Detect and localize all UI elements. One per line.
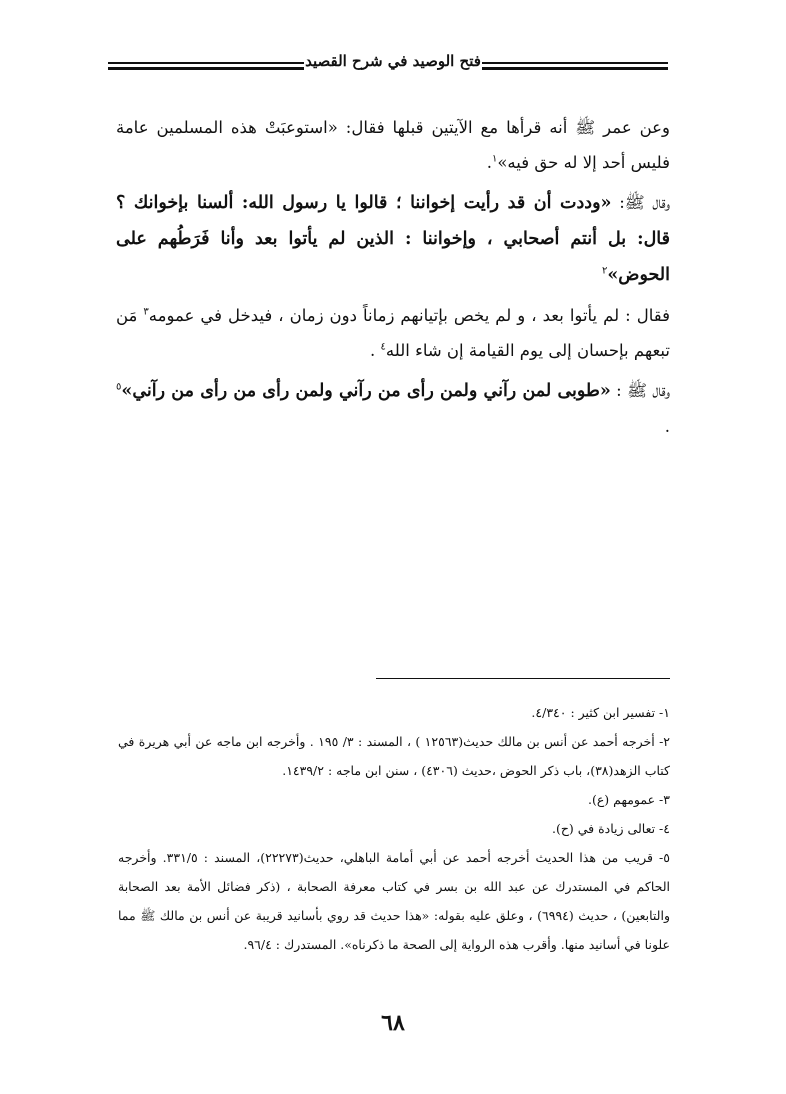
- footnote-ref-4: ٤: [380, 341, 386, 353]
- footnote-2: ٢- أخرجه أحمد عن أنس بن مالك حديث(١٢٥٦٣ ) ، المسند : ٣/ ١٩٥ . وأخرجه ابن ماجه عن أبي هريرة في كتاب الزهد(٣٨)، باب ذكر الحوض ،حديث (٤٣٠٦) ، سنن ابن ماجه : ١٤٣٩/٢.: [118, 734, 671, 778]
- header-title: فتح الوصيد في شرح القصيد: [305, 52, 481, 70]
- footnotes: [118, 698, 670, 959]
- header-rule-left: [108, 62, 304, 70]
- footnote-ref-2: ٢: [601, 265, 608, 277]
- footnote-4: ٤- تعالى زيادة في (ح).: [551, 821, 670, 836]
- paragraph-1-text: وعن عمر ﷺ أنه قرأها مع الآيتين قبلها فقال: «استوعبَتْ هذه المسلمين عامة فليس أحد إلا له حق فيه»: [116, 118, 670, 172]
- header-rule-right: [482, 62, 668, 70]
- footnote-ref-5: ٥: [116, 381, 122, 393]
- paragraph-2: [116, 185, 670, 293]
- running-header: [108, 52, 668, 82]
- footnote-ref-3: ٣: [143, 306, 149, 318]
- footnote-3: ٣- عمومهم (ع).: [588, 792, 670, 807]
- paragraph-4-intro: وقال ﷺ :: [610, 381, 670, 400]
- page-number: ٦٨: [381, 1010, 405, 1036]
- hadith-text-2: «طوبى لمن رآني ولمن رأى من رآني ولمن رأى من رأى من رآني»: [121, 381, 611, 401]
- paragraph-3-text-a: فقال : لم يأتوا بعد ، و لم يخص بإتيانهم زماناً دون زمان ، فيدخل في عمومه: [148, 306, 670, 325]
- hadith-text-1: «وددت أن قد رأيت إخواننا ؛ قالوا يا رسول الله: ألسنا بإخوانك ؟ قال: بل أنتم أصحابي ، وإخواننا : الذين لم يأتوا بعد وأنا فَرَطُهم على الحوض»: [116, 193, 670, 285]
- paragraph-2-intro: وقال ﷺ:: [611, 193, 671, 212]
- paragraph-4: وقال ﷺ : «طوبى لمن رآني ولمن رأى من رآني ولمن رأى من رأى من رآني»$^٥$ .: [116, 381, 670, 436]
- footnote-ref-1: ١: [491, 153, 498, 165]
- paragraph-3: فقال : لم يأتوا بعد ، و لم يخص بإتيانهم زماناً دون زمان ، فيدخل في عمومه$^٣$ مَن تبعهم بإحسان إلى يوم القيامة إن شاء الله$^٤$ .: [116, 306, 670, 360]
- footnote-1: ١- تفسير ابن كثير : ٤/٣٤٠.: [531, 705, 670, 720]
- footnote-5: ٥- قريب من هذا الحديث أخرجه أحمد عن أبي أمامة الباهلي، حديث(٢٢٢٧٣)، المسند : ٣٣١/٥. وأخرجه الحاكم في المستدرك عن عبد الله بن بسر في كتاب معرفة الصحابة ، (ذكر فضائل الأمة بعد الصحابة والتابعين) ، حديث (٦٩٩٤) ، وعلق عليه بقوله: «هذا حديث قد روي بأسانيد قريبة عن أنس بن مالك ﷺ مما علونا في أسانيد منها. وأقرب هذه الرواية إلى الصحة ما ذكرناه». المستدرك : ٩٦/٤.: [118, 850, 670, 952]
- paragraph-1: وعن عمر ﷺ أنه قرأها مع الآيتين قبلها فقال: «استوعبَتْ هذه المسلمين عامة فليس أحد إلا له حق فيه»$^١$.: [116, 118, 670, 172]
- footnote-divider: [376, 678, 670, 679]
- paragraph-3-text-b: مَن تبعهم بإحسان إلى يوم القيامة إن شاء الله: [116, 306, 670, 360]
- main-text: [116, 110, 670, 449]
